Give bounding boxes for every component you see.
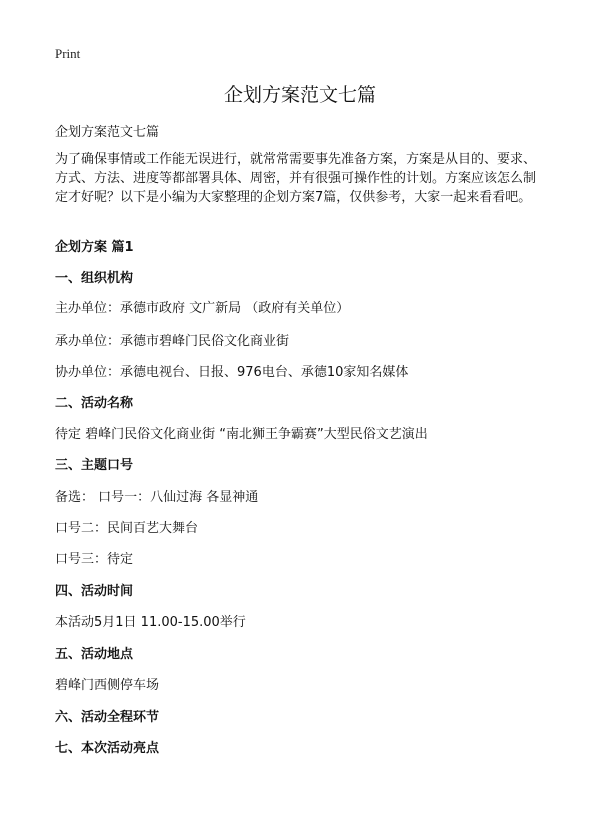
intro-paragraph: 为了确保事情或工作能无误进行，就常常需要事先准备方案，方案是从目的、要求、方式、方法、进度等都部署具体、周密，并有很强可操作性的计划。方案应该怎么制定才好呢？以下是小编为大家整理的企划方案7篇，仅供参考，大家一起来看看吧。 xyxy=(55,152,537,205)
section-heading-location: 五、活动地点 xyxy=(55,647,134,662)
section-heading-highlights: 七、本次活动亮点 xyxy=(55,741,160,756)
body-line-time: 本活动5月1日 11.00-15.00举行 xyxy=(55,615,246,630)
body-line-slogan-3: 口号三：待定 xyxy=(55,552,134,567)
body-line-organizer: 承办单位：承德市碧峰门民俗文化商业街 xyxy=(55,334,290,349)
body-line-slogan-1: 备选： 口号一：八仙过海 各显神通 xyxy=(55,490,259,505)
document-subtitle: 企划方案范文七篇 xyxy=(55,125,160,140)
section-heading-activity-name: 二、活动名称 xyxy=(55,396,134,411)
body-line-host: 主办单位：承德市政府 文广新局 （政府有关单位） xyxy=(55,301,350,316)
print-link[interactable]: Print xyxy=(55,46,81,61)
body-line-slogan-2: 口号二：民间百艺大舞台 xyxy=(55,521,199,536)
body-line-co-organizer: 协办单位：承德电视台、日报、976电台、承德10家知名媒体 xyxy=(55,365,409,380)
section-heading-process: 六、活动全程环节 xyxy=(55,710,160,725)
section-heading-organization: 一、组织机构 xyxy=(55,271,134,286)
document-title: 企划方案范文七篇 xyxy=(223,84,376,106)
body-line-activity-name: 待定 碧峰门民俗文化商业街 “南北狮王争霸赛”大型民俗文艺演出 xyxy=(55,427,428,442)
section-heading-chapter-1: 企划方案 篇1 xyxy=(55,240,134,255)
section-heading-time: 四、活动时间 xyxy=(55,584,134,599)
section-heading-slogan: 三、主题口号 xyxy=(55,458,134,473)
body-line-location: 碧峰门西侧停车场 xyxy=(55,678,160,693)
